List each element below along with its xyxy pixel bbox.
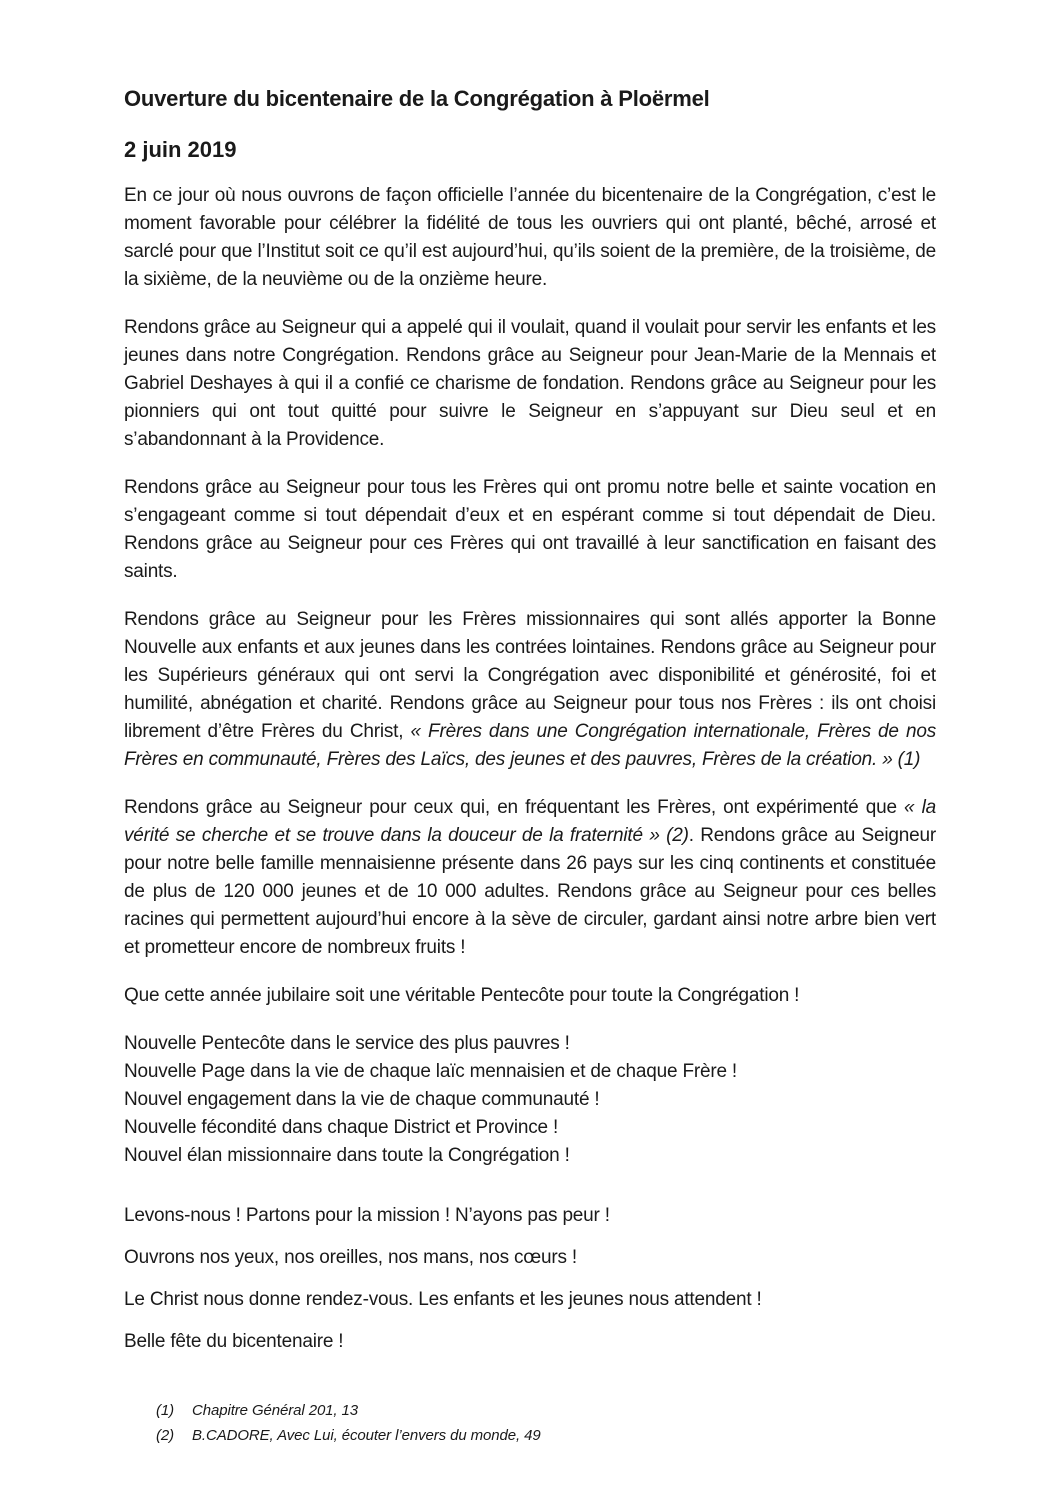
call-line-levons-nous: Levons-nous ! Partons pour la mission ! N’ayons pas peur !: [124, 1205, 610, 1226]
paragraph-opening-text: En ce jour où nous ouvrons de façon officielle l’année du bicentenaire de la Congrégation, c’est le moment favorable pour célébrer la fidélité de tous les ouvriers qui ont planté, bêché, arrosé et sarclé pour que l’Institut soit ce qu’il est aujourd’hui, qu’ils soient de la première, de la troisième, de la sixième, de la neuvième ou de la onzième heure.: [124, 185, 936, 290]
footnote-1: [156, 1398, 936, 1423]
paragraph-thanks-missionaries-text: Rendons grâce au Seigneur pour les Frères missionnaires qui sont allés apporter la Bonne Nouvelle aux enfants et aux jeunes dans les contrées lointaines. Rendons grâce au Seigneur pour les Supérieurs généraux qui ont servi la Congrégation avec disponibilité et générosité, foi et humilité, abnégation et charité. Rendons grâce au Seigneur pour tous nos Frères : ils ont choisi librement d’être Frères du Christ,: [124, 609, 936, 742]
paragraph-thanks-missionaries: [124, 606, 936, 774]
paragraph-mennaisian-family-text-1: Rendons grâce au Seigneur pour ceux qui, en fréquentant les Frères, ont expérimenté que: [124, 797, 905, 818]
paragraph-thanks-brothers: [124, 474, 936, 586]
renewal-line-page: Nouvelle Page dans la vie de chaque laïc mennaisien et de chaque Frère !: [124, 1061, 737, 1082]
paragraph-thanks-brothers-text: Rendons grâce au Seigneur pour tous les Frères qui ont promu notre belle et sainte vocation en s’engageant comme si tout dépendait d’eux et en espérant comme si tout dépendait de Dieu. Rendons grâce au Seigneur pour ces Frères qui ont travaillé à leur sanctification en faisant des saints.: [124, 477, 936, 582]
footnote-1-text: Chapitre Général 201, 13: [192, 1402, 359, 1419]
call-line-belle-fete: Belle fête du bicentenaire !: [124, 1331, 344, 1352]
paragraph-mennaisian-family-text-2: . Rendons grâce au Seigneur pour notre belle famille mennaisienne présente dans 26 pays sur les cinq continents et constituée de plus de 120 000 jeunes et de 10 000 adultes. Rendons grâce au Seigneur pour ces belles racines qui permettent aujourd’hui encore à la sève de circuler, gardant ainsi notre arbre bien vert et prometteur encore de nombreux fruits !: [124, 825, 936, 958]
renewal-line-fecondite: Nouvelle fécondité dans chaque District et Province !: [124, 1117, 559, 1138]
paragraph-opening: [124, 182, 936, 294]
paragraph-mennaisian-family: [124, 794, 936, 962]
paragraph-quote-2: « la vérité se cherche et se trouve dans la douceur de la fraternité » (2): [124, 797, 936, 846]
document-title: Ouverture du bicentenaire de la Congrégation à Ploërmel: [124, 86, 710, 111]
footnote-1-number: (1): [156, 1402, 175, 1419]
jubilee-line: Que cette année jubilaire soit une véritable Pentecôte pour toute la Congrégation !: [124, 985, 800, 1006]
footnote-2-text: B.CADORE, Avec Lui, écouter l’envers du monde, 49: [192, 1427, 541, 1444]
call-line-christ: Le Christ nous donne rendez-vous. Les enfants et les jeunes nous attendent !: [124, 1289, 762, 1310]
footnote-2-number: (2): [156, 1427, 175, 1444]
paragraph-quote-1: « Frères dans une Congrégation internationale, Frères de nos Frères en communauté, Frères des Laïcs, des jeunes et des pauvres, Frères de la création. » (1): [124, 721, 936, 770]
renewal-line-engagement: Nouvel engagement dans la vie de chaque communauté !: [124, 1089, 600, 1110]
renewal-line-pentecote: Nouvelle Pentecôte dans le service des plus pauvres !: [124, 1033, 570, 1054]
renewal-line-elan: Nouvel élan missionnaire dans toute la Congrégation !: [124, 1145, 570, 1166]
footnotes: [124, 1398, 936, 1448]
footnote-2: [156, 1423, 936, 1448]
call-line-ouvrons: Ouvrons nos yeux, nos oreilles, nos mans, nos cœurs !: [124, 1247, 577, 1268]
paragraph-thanks-founders-text: Rendons grâce au Seigneur qui a appelé qui il voulait, quand il voulait pour servir les enfants et les jeunes dans notre Congrégation. Rendons grâce au Seigneur pour Jean-Marie de la Mennais et Gabriel Deshayes à qui il a confié ce charisme de fondation. Rendons grâce au Seigneur pour les pionniers qui ont tout quitté pour suivre le Seigneur en s’appuyant sur Dieu seul et en s’abandonnant à la Providence.: [124, 317, 936, 450]
document-date: 2 juin 2019: [124, 137, 237, 162]
paragraph-thanks-founders: [124, 314, 936, 454]
renewal-lines: [124, 1030, 936, 1170]
